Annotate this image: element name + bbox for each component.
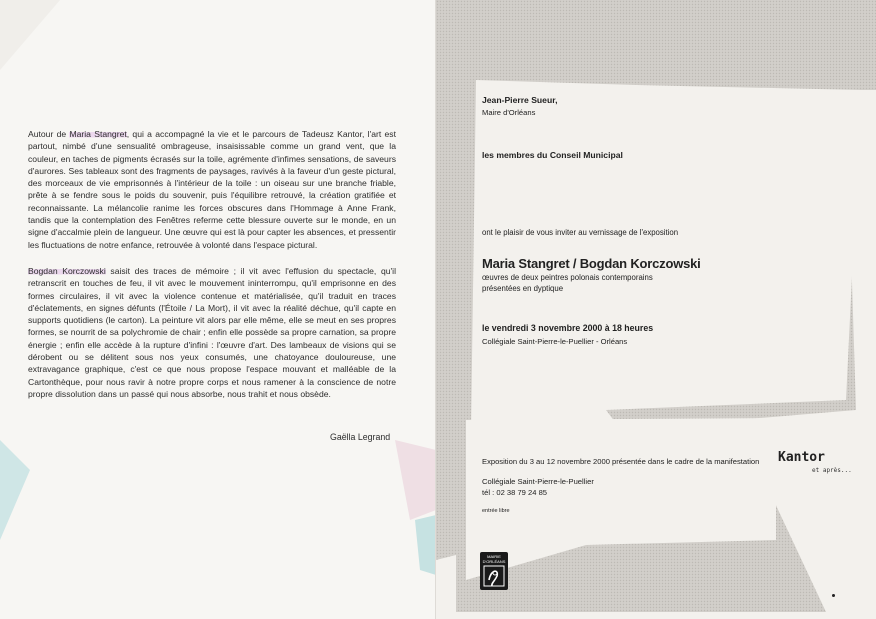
subtitle-2: présentées en dyptique xyxy=(482,284,564,293)
subtitle-1: œuvres de deux peintres polonais contemporains xyxy=(482,273,653,282)
kantor-logo-subtitle: et après... xyxy=(812,467,852,474)
name-bogdan-korczowski: Bogdan Korczowski xyxy=(28,265,106,276)
address-line: Collégiale Saint-Pierre-le-Puellier xyxy=(482,477,594,486)
signature: Gaëlla Legrand xyxy=(330,432,391,442)
orleans-city-logo xyxy=(480,552,508,590)
orleans-emblem-icon xyxy=(483,565,505,587)
paragraph1-body: , qui a accompagné la vie et le parcours de Tadeusz Kantor, l'art est partout, nimbé d'une sensualité ombrageuse, insaisissable comme un grand vent, que la couleur, en taches de pigments écrasés sur la toile, agrémente d'infimes sensations, de saveurs d'aurores. Ses tableaux sont des fragments de paysages, ravivés à la faveur d'un geste pictural, des morceaux de vie emprisonnés à l'intérieur de la toile : un oiseau sur une branche friable, prête à se fendre sous le poids du souvenir, puis l'équilibre retrouvé, la création gratifiée et reconnaissante. La mélancolie ranime les forces obscures dans l'Hommage à Anne Frank, tandis que la contemplation des Fenêtres referme cette blessure ouverte sur le monde, en un signe d'accalmie plein de langueur. Une œuvre qui est là pour capter les absences, et pressentir les fluctuations de notre enfance, retrouvée à volonté dans l'espace pictural. xyxy=(28,129,396,250)
essay-text xyxy=(28,128,396,414)
opening-date: le vendredi 3 novembre 2000 à 18 heures xyxy=(482,323,654,333)
left-panel xyxy=(0,0,436,619)
name-maria-stangret: Maria Stangret xyxy=(69,129,127,139)
exhibition-title: Maria Stangret / Bogdan Korczowski xyxy=(482,256,701,271)
paragraph-stangret xyxy=(28,128,396,251)
orleans-logo-text: MAIRIE D'ORLÉANS xyxy=(482,554,506,564)
paragraph2-body: saisit des traces de mémoire ; il vit avec l'effusion du spectacle, qu'il retranscrit en touches de feu, il vit avec le mouvement ininterrompu, qu'il emprisonne en des formes circulaires, il vit avec la violence contenue et matérialisée, qu'il traduit en traces d'éclatements, en signes défunts (l'Étoile / La Mort), il vit avec la réalité déchue, qu'il capte en supports quotidiens (le carton). La peinture vit alors par elle même, elle se meut en ses propres formes, se nourrit de sa polychromie de chair ; enfin elle possède sa propre carnation, sa propre énergie ; enfin elle accède à la rupture d'infini : l'œuvre d'art. Des lambeaux de visions qui se dérobent ou se délitent sous nos yeux consumés, une chatoyance douloureuse, une extravagance graphique, c'est ce que nous propose l'espace mouvant et malléable de la Cartonthèque, pour nous ravir à notre propre corps et nous ramener à la conscience de notre propre dissolution dans un passé qui nous absorbe, nous trahit et nous obsède. xyxy=(28,265,396,399)
exhibition-dates: Exposition du 3 au 12 novembre 2000 présentée dans le cadre de la manifestation xyxy=(482,457,760,466)
entry-note: entrée libre xyxy=(482,508,510,514)
grey-frame-shape xyxy=(436,0,876,619)
paragraph-korczowski xyxy=(28,265,396,400)
host-name: Jean-Pierre Sueur, xyxy=(482,95,558,105)
dot-mark xyxy=(832,594,835,597)
right-panel xyxy=(436,0,876,619)
host-role: Maire d'Orléans xyxy=(482,108,536,117)
council-line: les membres du Conseil Municipal xyxy=(482,150,623,160)
opening-venue: Collégiale Saint-Pierre-le-Puellier - Orléans xyxy=(482,337,628,346)
paragraph1-prefix: Autour de xyxy=(28,129,70,139)
kantor-logo: Kantor xyxy=(778,450,825,465)
invitation-line: ont le plaisir de vous inviter au vernissage de l'exposition xyxy=(482,228,679,237)
phone-line: tél : 02 38 79 24 85 xyxy=(482,488,548,497)
